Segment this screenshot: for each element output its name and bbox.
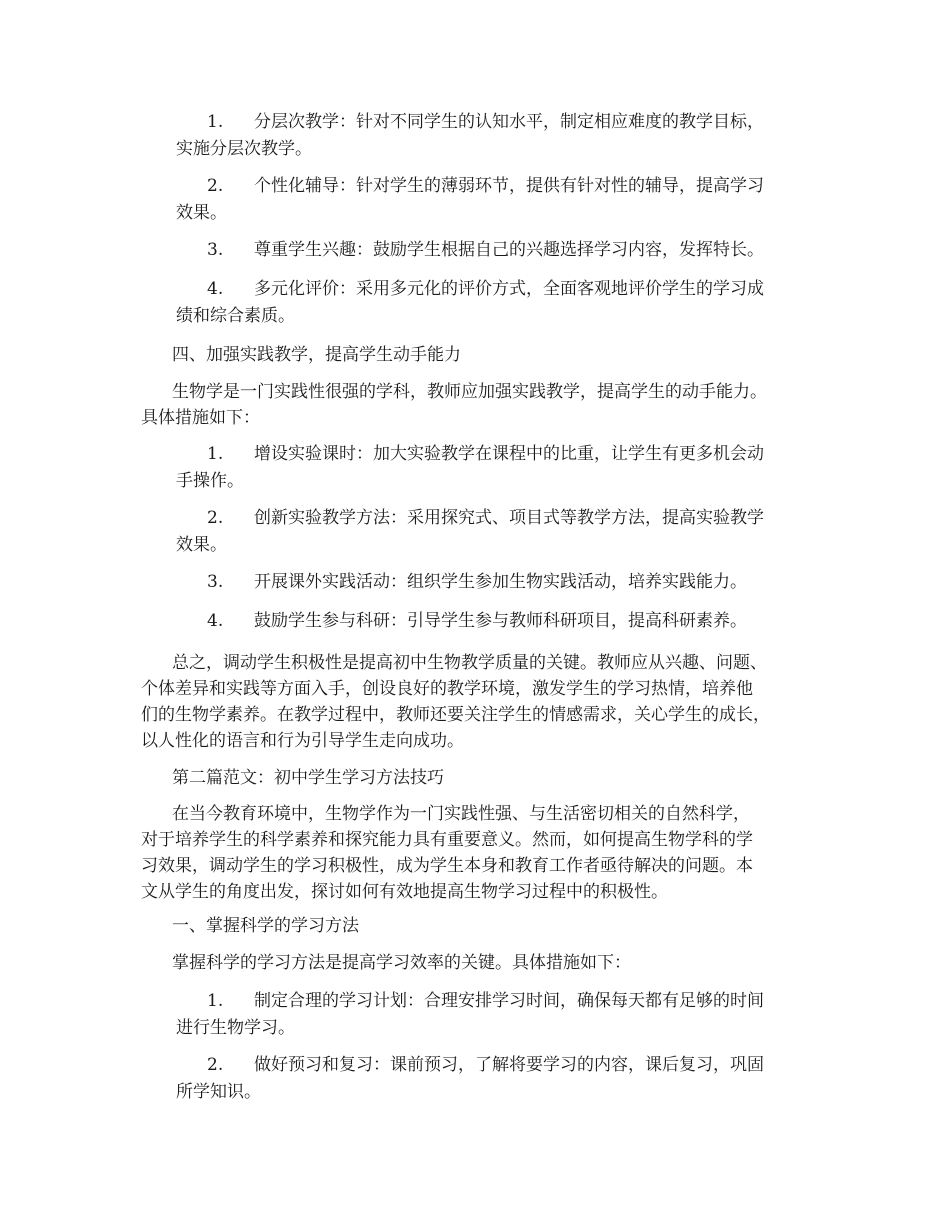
list-number: 2. — [207, 508, 224, 528]
list-text: 鼓励学生参与科研：引导学生参与教师科研项目，提高科研素养。 — [254, 611, 747, 631]
paragraph-line: 文从学生的角度出发，探讨如何有效地提高生物学习过程中的积极性。 — [141, 882, 668, 902]
list-text: 尊重学生兴趣：鼓励学生根据自己的兴趣选择学习内容，发挥特长。 — [254, 240, 764, 260]
list-text: 制定合理的学习计划：合理安排学习时间，确保每天都有足够的时间 — [254, 991, 764, 1011]
paragraph-line: 个体差异和实践等方面入手，创设良好的教学环境，激发学生的学习热情，培养他 — [141, 679, 753, 699]
list-number: 1. — [207, 112, 224, 132]
section-heading: 一、掌握科学的学习方法 — [172, 916, 359, 936]
list-text: 分层次教学：针对不同学生的认知水平，制定相应难度的教学目标， — [254, 112, 764, 132]
list-text-continued: 绩和综合素质。 — [176, 306, 295, 326]
paragraph-line: 们的生物学素养。在教学过程中，教师还要关注学生的情感需求，关心学生的成长， — [141, 705, 770, 725]
section-heading: 四、加强实践教学，提高学生动手能力 — [172, 345, 461, 365]
article-heading: 第二篇范文：初中学生学习方法技巧 — [172, 768, 444, 788]
list-number: 1. — [207, 991, 224, 1011]
list-text-continued: 手操作。 — [176, 471, 244, 491]
list-number: 3. — [207, 572, 224, 592]
list-text: 多元化评价：采用多元化的评价方式，全面客观地评价学生的学习成 — [254, 279, 764, 299]
paragraph-line: 对于培养学生的科学素养和探究能力具有重要意义。然而，如何提高生物学科的学 — [141, 830, 753, 850]
paragraph-line: 以人性化的语言和行为引导学生走向成功。 — [141, 731, 464, 751]
list-text-continued: 实施分层次教学。 — [176, 139, 312, 159]
paragraph-line: 生物学是一门实践性很强的学科，教师应加强实践教学，提高学生的动手能力。 — [172, 382, 767, 402]
list-text-continued: 效果。 — [176, 535, 227, 555]
list-text: 开展课外实践活动：组织学生参加生物实践活动，培养实践能力。 — [254, 572, 747, 592]
list-text: 增设实验课时：加大实验教学在课程中的比重，让学生有更多机会动 — [254, 444, 764, 464]
list-text-continued: 所学知识。 — [176, 1082, 261, 1102]
list-number: 1. — [207, 444, 224, 464]
list-number: 2. — [207, 176, 224, 196]
paragraph-line: 在当今教育环境中，生物学作为一门实践性强、与生活密切相关的自然科学， — [172, 804, 750, 824]
list-number: 3. — [207, 240, 224, 260]
paragraph-line: 掌握科学的学习方法是提高学习效率的关键。具体措施如下： — [172, 953, 631, 973]
list-number: 4. — [207, 611, 224, 631]
paragraph-line: 习效果，调动学生的学习积极性，成为学生本身和教育工作者亟待解决的问题。本 — [141, 856, 753, 876]
paragraph-line: 总之，调动学生积极性是提高初中生物教学质量的关键。教师应从兴趣、问题、 — [172, 653, 767, 673]
list-number: 2. — [207, 1055, 224, 1075]
list-text-continued: 效果。 — [176, 203, 227, 223]
list-number: 4. — [207, 279, 224, 299]
paragraph-line: 具体措施如下： — [141, 408, 260, 428]
list-text: 个性化辅导：针对学生的薄弱环节，提供有针对性的辅导，提高学习 — [254, 176, 764, 196]
list-text: 做好预习和复习：课前预习，了解将要学习的内容，课后复习，巩固 — [254, 1055, 764, 1075]
list-text: 创新实验教学方法：采用探究式、项目式等教学方法，提高实验教学 — [254, 508, 764, 528]
list-text-continued: 进行生物学习。 — [176, 1018, 295, 1038]
